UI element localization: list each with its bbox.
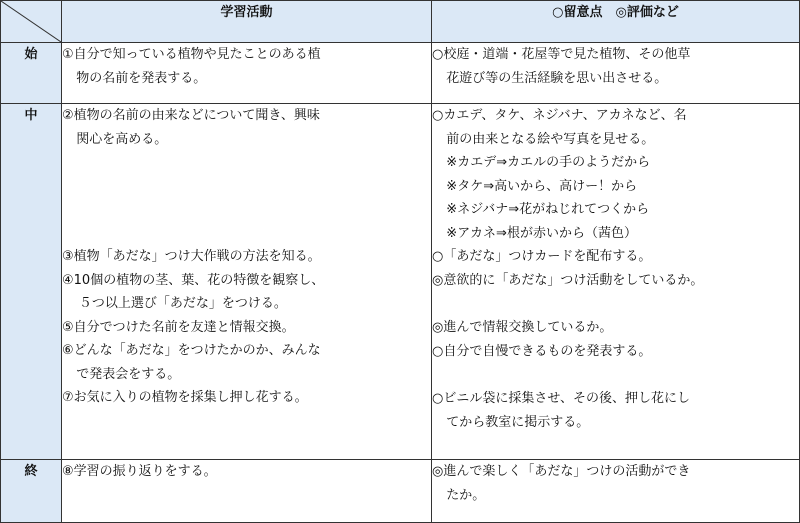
stage-row-start: [1, 43, 800, 104]
note-line: ◎意欲的に「あだな」つけ活動をしているか。: [432, 272, 704, 288]
note-line: ○自分で自慢できるものを発表する。: [432, 343, 652, 359]
notes-cell: [432, 43, 800, 104]
note-line: ※ネジバナ⇒花がねじれてつくから: [446, 202, 650, 217]
stage-row-middle: [1, 104, 800, 460]
note-line: てから教室に掲示する。: [446, 414, 590, 430]
notes-cell: [432, 460, 800, 523]
stage-label: 始: [1, 43, 62, 104]
activity-line: ④10個の植物の茎、葉、花の特徴を観察し、: [62, 272, 325, 288]
note-line: 前の由来となる絵や写真を見せる。: [446, 131, 655, 147]
activity-line: 関心を高める。: [76, 131, 168, 147]
note-line: ○ビニル袋に採集させ、その後、押し花にし: [432, 391, 690, 406]
stage-row-end: [1, 460, 800, 523]
activity-cell: [62, 104, 432, 460]
note-line: たか。: [446, 487, 486, 503]
note-line: ※カエデ⇒カエルの手のようだから: [446, 155, 651, 170]
note-line: 花遊び等の生活経験を思い出させる。: [446, 70, 668, 86]
note-line: ※タケ⇒高いから、高けー！から: [446, 178, 638, 194]
activity-line: ５つ以上選び「あだな」をつける。: [78, 296, 287, 311]
activity-line: ⑥どんな「あだな」をつけたかのか、みんな: [62, 343, 321, 358]
activity-line: 物の名前を発表する。: [76, 70, 207, 86]
diagonal-line: [1, 1, 61, 42]
notes-cell: [432, 104, 800, 460]
note-line: ◎進んで楽しく「あだな」つけの活動ができ: [432, 464, 691, 479]
header-notes: ○留意点 ◎評価など: [432, 1, 800, 43]
activity-cell: [62, 43, 432, 104]
note-line: ○校庭・道端・花屋等で見た植物、その他草: [432, 47, 691, 62]
note-line: ◎進んで情報交換しているか。: [432, 320, 613, 335]
corner-cell: [1, 1, 62, 43]
stage-label: 中: [1, 104, 62, 460]
header-row: [1, 1, 800, 43]
note-line: ○「あだな」つけカードを配布する。: [432, 249, 652, 264]
activity-line: ②植物の名前の由来などについて聞き、興味: [62, 108, 320, 123]
note-line: ○カエデ、タケ、ネジバナ、アカネなど、名: [432, 108, 687, 123]
stage-label: 終: [1, 460, 62, 523]
activity-line: ①自分で知っている植物や見たことのある植: [62, 47, 321, 62]
activity-line: ⑧学習の振り返りをする。: [62, 464, 217, 479]
activity-line: で発表会をする。: [76, 366, 181, 382]
activity-line: ⑦お気に入りの植物を採集し押し花する。: [62, 390, 308, 405]
activity-line: ③植物「あだな」つけ大作戦の方法を知る。: [62, 249, 321, 264]
activity-cell: [62, 460, 432, 523]
header-activity: 学習活動: [62, 1, 432, 43]
note-line: ※アカネ⇒根が赤いから（茜色）: [446, 225, 637, 241]
activity-line: ⑤自分でつけた名前を友達と情報交換。: [62, 319, 295, 335]
